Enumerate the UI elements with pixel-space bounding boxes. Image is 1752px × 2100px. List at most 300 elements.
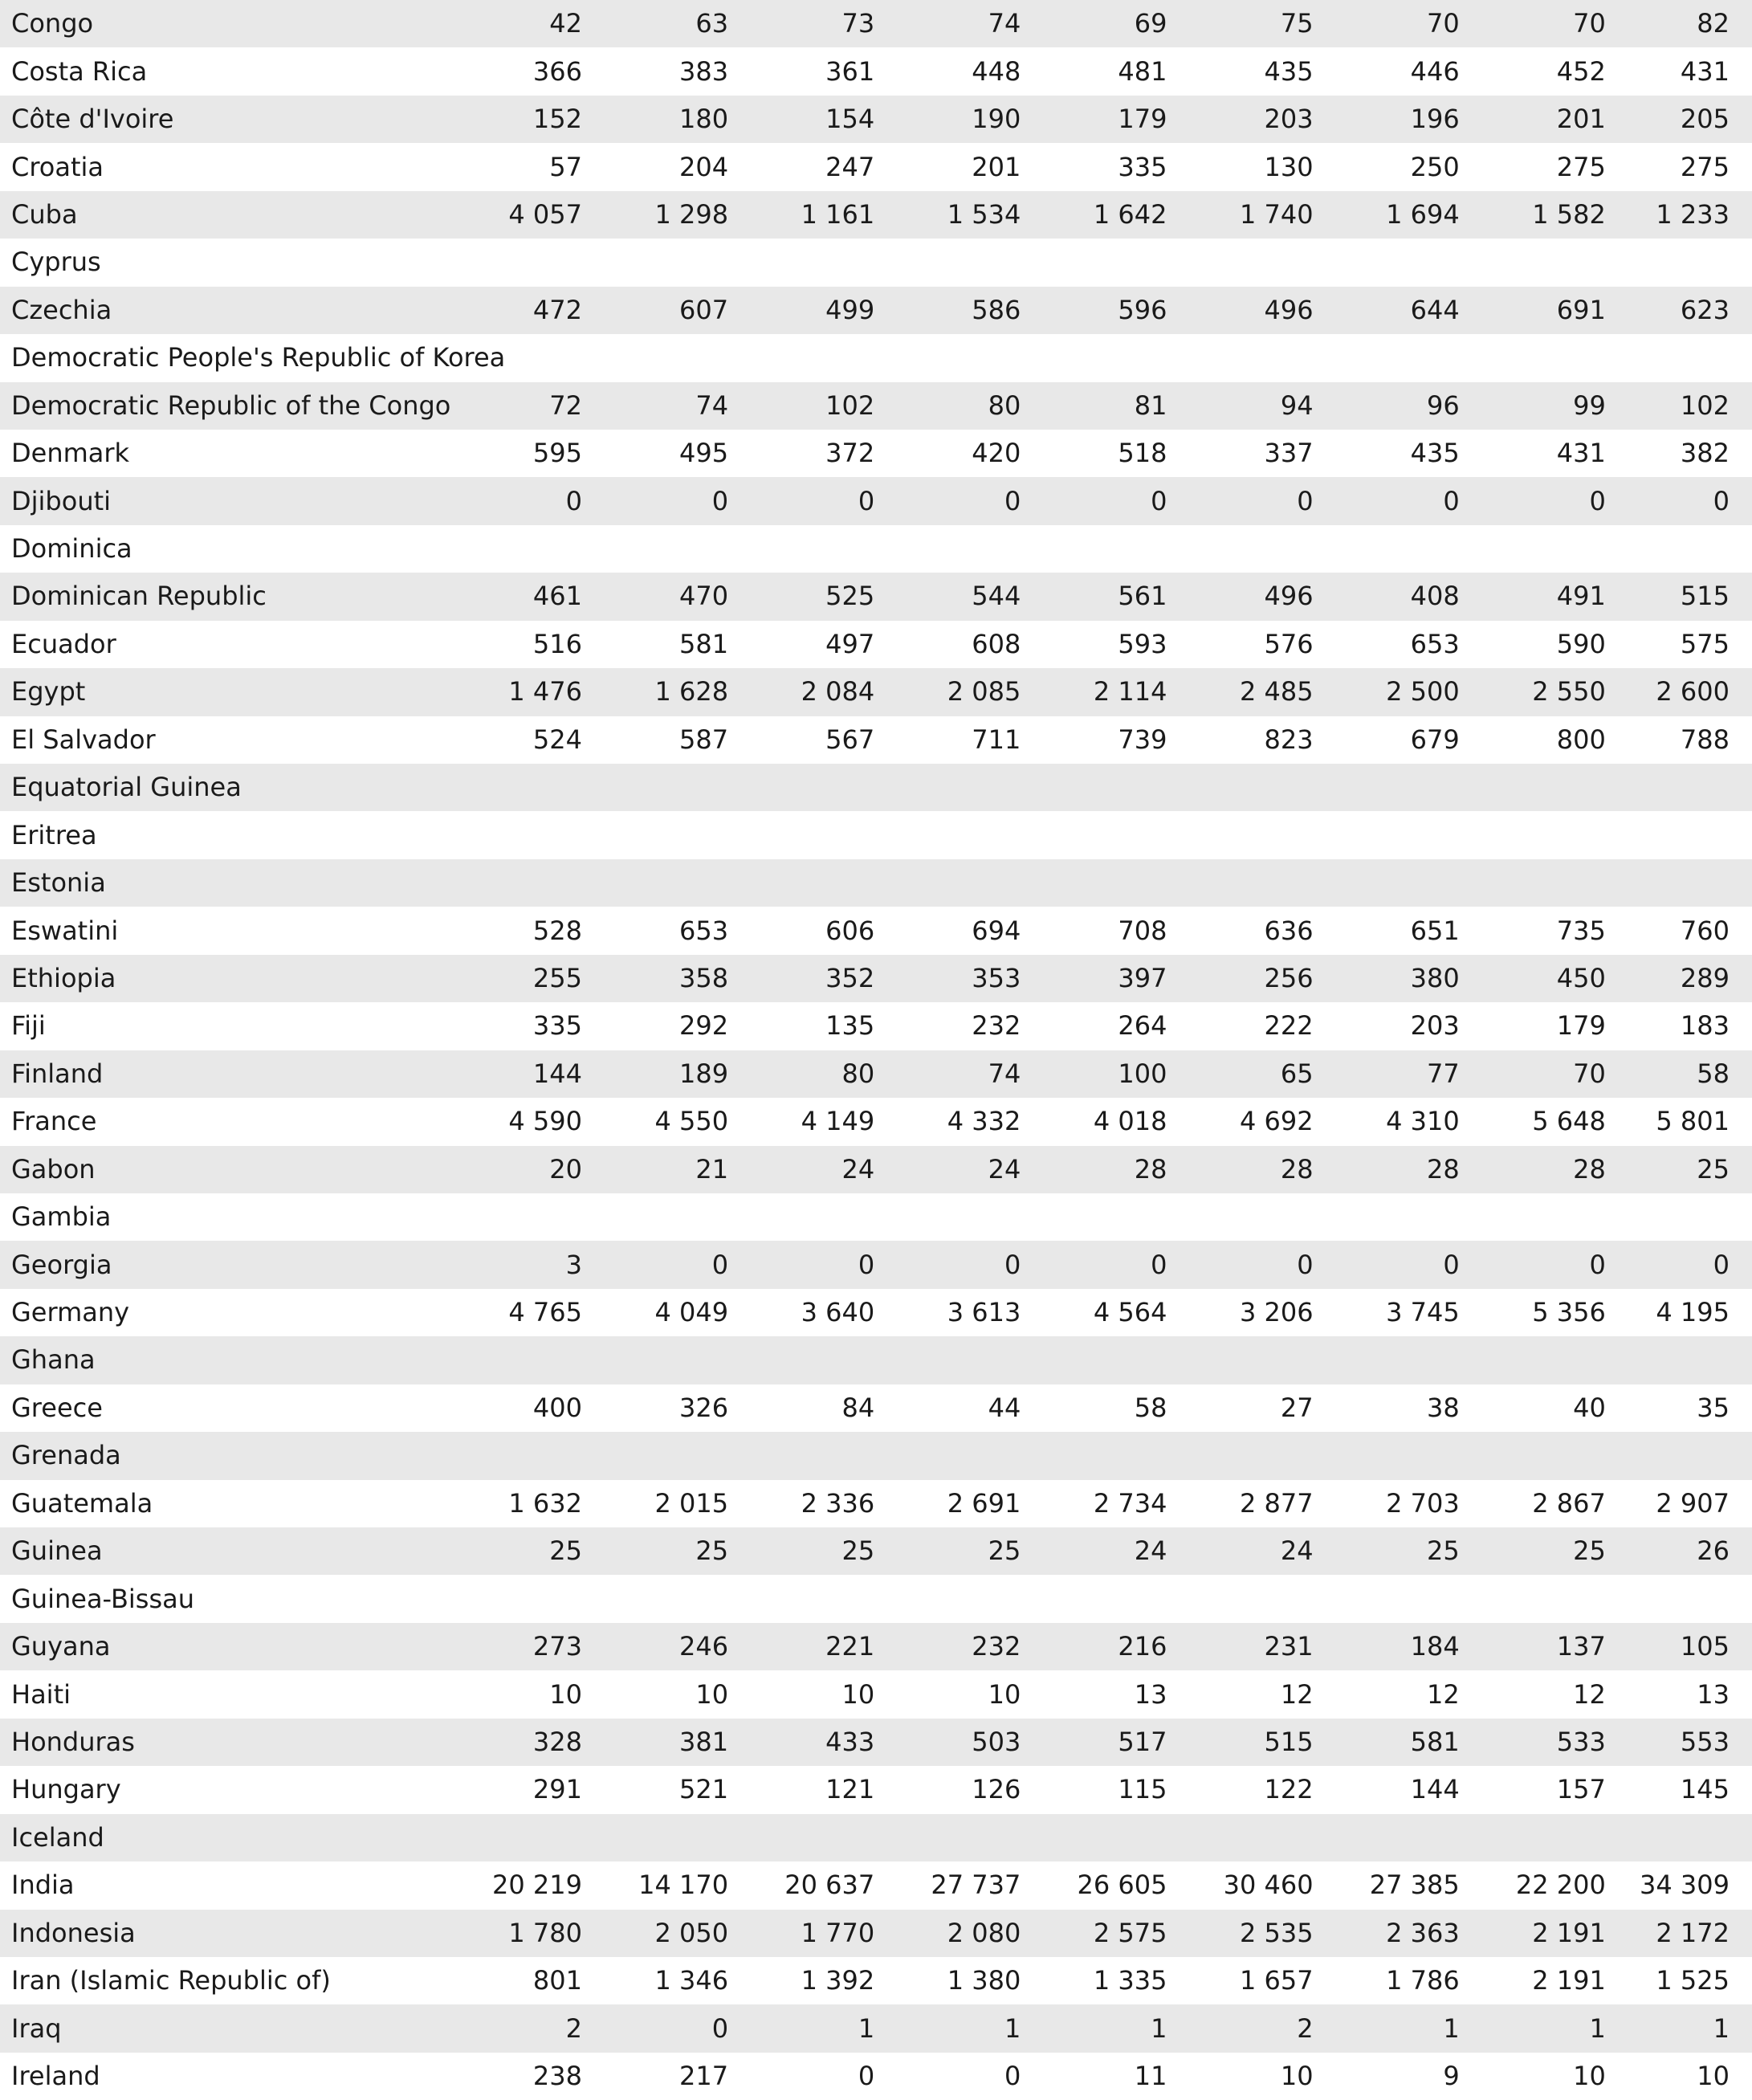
value-cell: 2 015 <box>654 1487 729 1519</box>
value-cell: 400 <box>532 1392 582 1423</box>
value-cell: 246 <box>679 1631 729 1662</box>
value-cell: 205 <box>1680 104 1730 135</box>
value-cell: 157 <box>1556 1774 1606 1805</box>
value-cell: 461 <box>532 581 582 612</box>
value-cell: 397 <box>1118 962 1167 993</box>
country-name-cell: Germany <box>11 1297 130 1328</box>
table-row <box>0 573 1752 620</box>
value-cell <box>874 859 1021 907</box>
table-row <box>0 1527 1752 1575</box>
value-cell <box>1460 334 1606 381</box>
value-cell: 145 <box>1680 1774 1730 1805</box>
value-cell: 0 <box>858 1249 875 1280</box>
table-row <box>0 1480 1752 1527</box>
table-row <box>0 811 1752 858</box>
value-cell <box>1167 764 1313 811</box>
country-name-cell: Ethiopia <box>11 962 116 993</box>
value-cell: 381 <box>679 1726 729 1757</box>
country-name-cell: Côte d'Ivoire <box>11 104 174 135</box>
value-cell: 1 <box>1004 2012 1021 2044</box>
value-cell: 1 380 <box>947 1965 1021 1996</box>
value-cell: 27 385 <box>1369 1870 1460 1901</box>
value-cell: 1 786 <box>1386 1965 1460 1996</box>
value-cell: 216 <box>1118 1631 1167 1662</box>
value-cell <box>582 1336 728 1384</box>
table-row <box>0 764 1752 811</box>
value-cell: 0 <box>858 485 875 516</box>
value-cell: 231 <box>1264 1631 1314 1662</box>
table-row <box>0 1910 1752 1957</box>
value-cell: 553 <box>1680 1726 1730 1757</box>
value-cell: 20 637 <box>784 1870 875 1901</box>
value-cell: 10 <box>549 1678 582 1710</box>
value-cell <box>874 1575 1021 1622</box>
value-cell: 4 692 <box>1239 1106 1314 1137</box>
value-cell: 5 648 <box>1532 1106 1606 1137</box>
value-cell <box>1460 525 1606 573</box>
value-cell: 201 <box>972 151 1021 182</box>
value-cell: 1 161 <box>801 198 875 230</box>
table-row <box>0 1193 1752 1241</box>
value-cell: 801 <box>532 1965 582 1996</box>
value-cell: 34 309 <box>1640 1870 1730 1901</box>
value-cell: 2 080 <box>947 1917 1021 1948</box>
value-cell: 420 <box>972 438 1021 469</box>
table-row <box>0 1766 1752 1813</box>
value-cell: 651 <box>1410 915 1460 946</box>
value-cell: 435 <box>1410 438 1460 469</box>
table-row <box>0 955 1752 1002</box>
value-cell: 203 <box>1410 1010 1460 1042</box>
value-cell <box>874 764 1021 811</box>
country-name-cell: Gambia <box>11 1201 112 1233</box>
value-cell: 587 <box>679 724 729 755</box>
value-cell: 115 <box>1118 1774 1167 1805</box>
value-cell: 644 <box>1410 294 1460 325</box>
table-row <box>0 1241 1752 1288</box>
value-cell: 335 <box>1118 151 1167 182</box>
value-cell <box>582 1432 728 1479</box>
value-cell: 0 <box>565 485 582 516</box>
value-cell <box>1314 1336 1460 1384</box>
value-cell <box>1021 811 1167 858</box>
value-cell <box>874 1814 1021 1861</box>
value-cell: 2 <box>1297 2012 1314 2044</box>
value-cell: 0 <box>1713 485 1730 516</box>
country-name-cell: Egypt <box>11 676 86 707</box>
value-cell: 25 <box>549 1535 582 1567</box>
table-row <box>0 907 1752 954</box>
value-cell: 21 <box>695 1153 729 1185</box>
value-cell: 517 <box>1118 1726 1167 1757</box>
value-cell: 28 <box>1573 1153 1606 1185</box>
value-cell <box>1606 764 1752 811</box>
country-name-cell: Hungary <box>11 1774 121 1805</box>
value-cell: 515 <box>1264 1726 1314 1757</box>
value-cell: 3 613 <box>947 1297 1021 1328</box>
value-cell: 623 <box>1680 294 1730 325</box>
country-name-cell: Cyprus <box>11 247 101 278</box>
value-cell <box>728 859 874 907</box>
value-cell <box>1606 1814 1752 1861</box>
value-cell: 679 <box>1410 724 1460 755</box>
value-cell: 80 <box>988 389 1021 421</box>
table-row <box>0 1575 1752 1622</box>
value-cell <box>1314 525 1460 573</box>
value-cell: 491 <box>1556 581 1606 612</box>
country-name-cell: Guinea <box>11 1535 103 1567</box>
value-cell: 496 <box>1264 581 1314 612</box>
value-cell: 544 <box>972 581 1021 612</box>
value-cell: 515 <box>1680 581 1730 612</box>
value-cell: 3 206 <box>1239 1297 1314 1328</box>
value-cell: 2 114 <box>1093 676 1167 707</box>
value-cell: 470 <box>679 581 729 612</box>
value-cell <box>436 239 582 286</box>
value-cell: 27 737 <box>931 1870 1021 1901</box>
value-cell: 366 <box>532 55 582 87</box>
value-cell <box>582 859 728 907</box>
value-cell <box>1460 1814 1606 1861</box>
value-cell: 1 <box>1151 2012 1167 2044</box>
value-cell: 72 <box>549 389 582 421</box>
value-cell: 135 <box>825 1010 875 1042</box>
value-cell: 58 <box>1134 1392 1167 1423</box>
country-name-cell: Iraq <box>11 2012 62 2044</box>
value-cell: 22 200 <box>1515 1870 1606 1901</box>
value-cell: 2 <box>565 2012 582 2044</box>
value-cell: 0 <box>1443 485 1460 516</box>
value-cell: 74 <box>988 1058 1021 1089</box>
value-cell: 2 084 <box>801 676 875 707</box>
country-name-cell: Congo <box>11 8 94 39</box>
value-cell <box>1021 525 1167 573</box>
table-row <box>0 1146 1752 1193</box>
table-row <box>0 621 1752 668</box>
value-cell: 2 363 <box>1386 1917 1460 1948</box>
value-cell <box>1167 1575 1313 1622</box>
value-cell: 326 <box>679 1392 729 1423</box>
country-name-cell: France <box>11 1106 97 1137</box>
value-cell: 1 <box>1589 2012 1606 2044</box>
country-name-cell: Estonia <box>11 867 106 899</box>
country-name-cell: El Salvador <box>11 724 156 755</box>
value-cell: 221 <box>825 1631 875 1662</box>
value-cell <box>1167 1193 1313 1241</box>
value-cell <box>582 525 728 573</box>
value-cell: 35 <box>1697 1392 1730 1423</box>
value-cell: 1 <box>858 2012 875 2044</box>
table-row <box>0 1814 1752 1861</box>
country-name-cell: Honduras <box>11 1726 135 1757</box>
value-cell: 352 <box>825 962 875 993</box>
value-cell: 42 <box>549 8 582 39</box>
country-name-cell: Ireland <box>11 2061 100 2092</box>
table-row <box>0 1002 1752 1050</box>
value-cell: 2 703 <box>1386 1487 1460 1519</box>
table-row <box>0 1957 1752 2004</box>
value-cell: 81 <box>1134 389 1167 421</box>
value-cell: 73 <box>841 8 875 39</box>
value-cell: 328 <box>532 1726 582 1757</box>
value-cell: 4 195 <box>1656 1297 1730 1328</box>
value-cell: 496 <box>1264 294 1314 325</box>
value-cell <box>1314 811 1460 858</box>
value-cell: 2 907 <box>1656 1487 1730 1519</box>
value-cell: 57 <box>549 151 582 182</box>
value-cell: 2 550 <box>1532 676 1606 707</box>
value-cell: 0 <box>1151 1249 1167 1280</box>
value-cell: 144 <box>532 1058 582 1089</box>
value-cell: 533 <box>1556 1726 1606 1757</box>
value-cell <box>1167 525 1313 573</box>
value-cell: 4 550 <box>654 1106 729 1137</box>
value-cell <box>728 1575 874 1622</box>
value-cell: 247 <box>825 151 875 182</box>
value-cell: 24 <box>1134 1535 1167 1567</box>
value-cell: 84 <box>841 1392 875 1423</box>
table-row <box>0 1050 1752 1098</box>
value-cell: 1 642 <box>1093 198 1167 230</box>
value-cell: 152 <box>532 104 582 135</box>
value-cell: 44 <box>988 1392 1021 1423</box>
value-cell: 0 <box>1004 2061 1021 2092</box>
value-cell: 5 356 <box>1532 1297 1606 1328</box>
table-row <box>0 1861 1752 1909</box>
value-cell: 452 <box>1556 55 1606 87</box>
value-cell: 1 298 <box>654 198 729 230</box>
value-cell <box>728 1432 874 1479</box>
value-cell: 203 <box>1264 104 1314 135</box>
value-cell: 250 <box>1410 151 1460 182</box>
value-cell: 3 745 <box>1386 1297 1460 1328</box>
value-cell: 694 <box>972 915 1021 946</box>
value-cell: 4 149 <box>801 1106 875 1137</box>
value-cell: 126 <box>972 1774 1021 1805</box>
table-row <box>0 96 1752 143</box>
value-cell: 521 <box>679 1774 729 1805</box>
value-cell <box>1606 1193 1752 1241</box>
value-cell: 1 582 <box>1532 198 1606 230</box>
value-cell: 204 <box>679 151 729 182</box>
value-cell: 264 <box>1118 1010 1167 1042</box>
value-cell: 25 <box>841 1535 875 1567</box>
value-cell <box>582 334 728 381</box>
value-cell: 2 050 <box>654 1917 729 1948</box>
value-cell: 100 <box>1118 1058 1167 1089</box>
value-cell: 25 <box>695 1535 729 1567</box>
value-cell: 0 <box>1004 1249 1021 1280</box>
value-cell: 25 <box>1426 1535 1460 1567</box>
value-cell <box>582 1193 728 1241</box>
value-cell: 691 <box>1556 294 1606 325</box>
value-cell: 518 <box>1118 438 1167 469</box>
value-cell: 292 <box>679 1010 729 1042</box>
value-cell: 435 <box>1264 55 1314 87</box>
table-row <box>0 859 1752 907</box>
country-name-cell: Eswatini <box>11 915 119 946</box>
value-cell <box>1606 239 1752 286</box>
table-row <box>0 191 1752 239</box>
table-row <box>0 239 1752 286</box>
value-cell: 217 <box>679 2061 729 2092</box>
value-cell <box>1314 1193 1460 1241</box>
value-cell: 1 233 <box>1656 198 1730 230</box>
value-cell: 581 <box>1410 1726 1460 1757</box>
country-name-cell: Guatemala <box>11 1487 153 1519</box>
table-row <box>0 1384 1752 1432</box>
value-cell: 380 <box>1410 962 1460 993</box>
value-cell <box>728 1193 874 1241</box>
value-cell: 528 <box>532 915 582 946</box>
value-cell: 653 <box>679 915 729 946</box>
value-cell <box>436 1814 582 1861</box>
value-cell: 25 <box>1697 1153 1730 1185</box>
value-cell <box>1167 1336 1313 1384</box>
value-cell: 0 <box>1589 1249 1606 1280</box>
value-cell: 121 <box>825 1774 875 1805</box>
value-cell: 586 <box>972 294 1021 325</box>
country-name-cell: Fiji <box>11 1010 46 1042</box>
value-cell <box>1606 334 1752 381</box>
value-cell: 0 <box>1151 485 1167 516</box>
value-cell: 10 <box>695 1678 729 1710</box>
value-cell: 14 170 <box>638 1870 729 1901</box>
value-cell: 102 <box>1680 389 1730 421</box>
value-cell: 137 <box>1556 1631 1606 1662</box>
table-row <box>0 334 1752 381</box>
country-name-cell: Indonesia <box>11 1917 136 1948</box>
table-row <box>0 2004 1752 2052</box>
value-cell <box>1460 764 1606 811</box>
value-cell: 446 <box>1410 55 1460 87</box>
table-row <box>0 525 1752 573</box>
value-cell <box>1460 1432 1606 1479</box>
value-cell: 596 <box>1118 294 1167 325</box>
value-cell <box>1606 811 1752 858</box>
value-cell: 503 <box>972 1726 1021 1757</box>
value-cell <box>1314 1814 1460 1861</box>
value-cell <box>1606 1336 1752 1384</box>
value-cell: 0 <box>1297 1249 1314 1280</box>
country-name-cell: Djibouti <box>11 485 112 516</box>
value-cell <box>436 1432 582 1479</box>
value-cell: 382 <box>1680 438 1730 469</box>
value-cell: 2 172 <box>1656 1917 1730 1948</box>
value-cell: 190 <box>972 104 1021 135</box>
value-cell <box>582 764 728 811</box>
value-cell: 0 <box>1004 485 1021 516</box>
value-cell: 180 <box>679 104 729 135</box>
value-cell: 275 <box>1556 151 1606 182</box>
value-cell: 495 <box>679 438 729 469</box>
value-cell <box>1167 334 1313 381</box>
value-cell: 24 <box>841 1153 875 1185</box>
value-cell: 2 085 <box>947 676 1021 707</box>
value-cell: 1 694 <box>1386 198 1460 230</box>
value-cell: 256 <box>1264 962 1314 993</box>
value-cell <box>582 1575 728 1622</box>
value-cell <box>728 1814 874 1861</box>
value-cell <box>1021 764 1167 811</box>
value-cell <box>1314 239 1460 286</box>
value-cell: 4 057 <box>508 198 582 230</box>
value-cell: 735 <box>1556 915 1606 946</box>
value-cell <box>1021 1814 1167 1861</box>
country-name-cell: Haiti <box>11 1678 71 1710</box>
value-cell: 196 <box>1410 104 1460 135</box>
value-cell: 10 <box>841 1678 875 1710</box>
value-cell: 361 <box>825 55 875 87</box>
value-cell: 2 500 <box>1386 676 1460 707</box>
value-cell: 335 <box>532 1010 582 1042</box>
value-cell: 2 535 <box>1239 1917 1314 1948</box>
value-cell: 590 <box>1556 628 1606 659</box>
value-cell <box>582 811 728 858</box>
country-name-cell: Croatia <box>11 151 104 182</box>
value-cell: 567 <box>825 724 875 755</box>
value-cell: 13 <box>1697 1678 1730 1710</box>
value-cell: 20 219 <box>491 1870 582 1901</box>
country-name-cell: Denmark <box>11 438 130 469</box>
table-row <box>0 1432 1752 1479</box>
value-cell <box>436 1575 582 1622</box>
value-cell <box>1167 811 1313 858</box>
value-cell <box>1021 859 1167 907</box>
value-cell: 24 <box>1280 1535 1314 1567</box>
value-cell: 0 <box>1297 485 1314 516</box>
value-cell: 4 018 <box>1093 1106 1167 1137</box>
value-cell <box>874 1432 1021 1479</box>
value-cell: 179 <box>1118 104 1167 135</box>
value-cell: 9 <box>1443 2061 1460 2092</box>
country-name-cell: India <box>11 1870 75 1901</box>
value-cell <box>582 239 728 286</box>
value-cell: 12 <box>1280 1678 1314 1710</box>
country-name-cell: Ghana <box>11 1344 96 1376</box>
value-cell: 77 <box>1426 1058 1460 1089</box>
value-cell: 1 632 <box>508 1487 582 1519</box>
value-cell: 408 <box>1410 581 1460 612</box>
value-cell: 1 525 <box>1656 1965 1730 1996</box>
value-cell: 358 <box>679 962 729 993</box>
country-name-cell: Dominican Republic <box>11 581 267 612</box>
value-cell <box>874 334 1021 381</box>
value-cell <box>728 811 874 858</box>
value-cell <box>1314 1432 1460 1479</box>
value-cell: 448 <box>972 55 1021 87</box>
value-cell: 608 <box>972 628 1021 659</box>
value-cell <box>1021 239 1167 286</box>
value-cell <box>874 525 1021 573</box>
value-cell <box>728 1336 874 1384</box>
value-cell: 472 <box>532 294 582 325</box>
value-cell: 2 191 <box>1532 1965 1606 1996</box>
value-cell <box>1460 1336 1606 1384</box>
value-cell: 4 590 <box>508 1106 582 1137</box>
value-cell: 273 <box>532 1631 582 1662</box>
value-cell: 10 <box>988 1678 1021 1710</box>
table-row <box>0 668 1752 716</box>
value-cell <box>1460 811 1606 858</box>
value-cell: 0 <box>711 485 729 516</box>
value-cell: 2 867 <box>1532 1487 1606 1519</box>
value-cell <box>874 811 1021 858</box>
country-name-cell: Equatorial Guinea <box>11 772 242 803</box>
country-name-cell: Finland <box>11 1058 104 1089</box>
value-cell: 179 <box>1556 1010 1606 1042</box>
value-cell: 1 346 <box>654 1965 729 1996</box>
